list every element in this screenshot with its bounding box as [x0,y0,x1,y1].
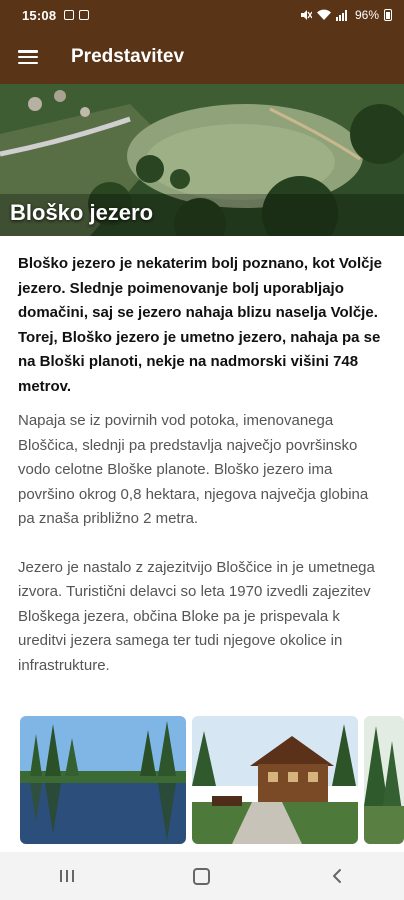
back-icon [332,868,342,884]
image-icon [64,10,74,20]
battery-icon [384,9,392,21]
recents-button[interactable] [37,856,97,896]
back-button[interactable] [307,856,367,896]
home-button[interactable] [172,856,232,896]
wooden-house-photo [192,716,358,844]
article-lead: Bloško jezero je nekaterim bolj poznano, kot Volčje jezero. Slednje poimenovanje bolj uporabljajo domačini, saj se jezero nahaja blizu naselja Volčje. Torej, Bloško jezero je umetno jezero, nahaja pa se na Bloški planoti, nekje na nadmorski višini 748 metrov. [18,255,382,395]
battery-percent: 96% [354,8,379,22]
signal-icon [336,9,350,21]
article-content [18,252,388,678]
menu-icon[interactable] [18,50,38,64]
home-icon [193,868,210,885]
nav-bar [0,852,404,900]
wifi-icon [317,9,331,21]
status-time: 15:08 [22,7,57,23]
status-left-icons [64,10,89,20]
lake-reflection-photo [20,716,186,844]
status-right [300,8,392,22]
app-bar [0,30,404,84]
app-title: Predstavitev [71,46,185,67]
notification-icon [79,10,89,20]
forest-photo [364,716,404,844]
gallery-image-lake[interactable] [20,716,186,844]
gallery-image-house[interactable] [192,716,358,844]
hero-title: Bloško jezero [10,200,154,225]
status-bar [0,0,404,30]
article-paragraph: Jezero je nastalo z zajezitvijo Bloščice in je umetnega izvora. Turistični delavci so leta 1970 izvedli zajezitev Bloškega jezera, občina Bloke pa je prispevala k ureditvi jezera samega ter tudi njegove okolice in infrastrukture. [18,558,375,674]
photo-gallery[interactable] [20,716,404,844]
hero-image [0,84,404,236]
mute-icon [300,9,312,21]
article-paragraph: Napaja se iz povirnih vod potoka, imenovanega Bloščica, slednji pa predstavlja največjo površinsko vodo celotne Bloške planote. Bloško jezero ima površino okrog 0,8 hektara, njegova največja globina pa znaša približno 2 metra. [18,412,369,527]
gallery-image-forest[interactable] [364,716,404,844]
recents-icon [60,870,74,882]
